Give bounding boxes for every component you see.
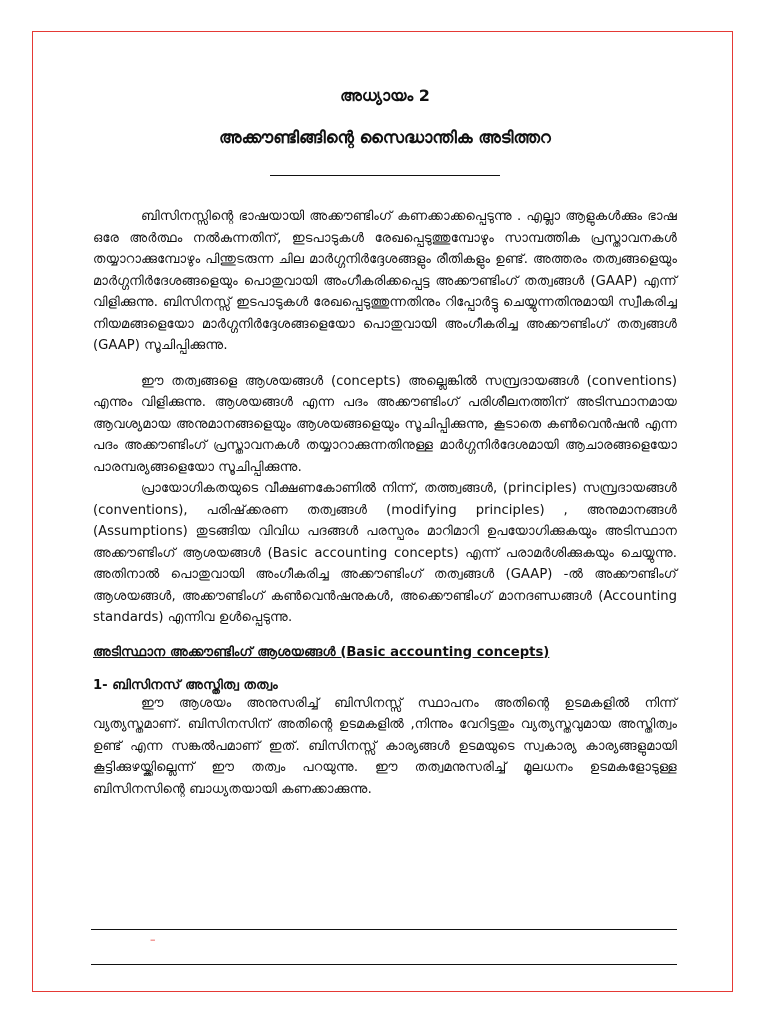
subsection-heading: 1- ബിസിനസ് അസ്തിത്വ തത്വം: [93, 677, 278, 693]
footer-rule-bottom: [91, 964, 677, 965]
section-heading: അടിസ്ഥാന അക്കൗണ്ടിംഗ് ആശയങ്ങൾ (Basic accounting concepts): [93, 644, 550, 660]
document-body: [93, 86, 677, 800]
paragraph-intro: ബിസിനസ്സിന്റെ ഭാഷയായി അക്കൗണ്ടിംഗ് കണക്കാക്കപ്പെടുന്നു . എല്ലാ ആളുകൾക്കും ഭാഷ ഒരേ അർത്ഥം നൽകുന്നതിന്, ഇടപാടുകൾ രേഖപ്പെടുത്തുമ്പോഴും സാമ്പത്തിക പ്രസ്താവനകൾ തയ്യാറാക്കുമ്പോഴും പിന്തുടരുന്ന ചില മാർഗ്ഗനിർദ്ദേശങ്ങളും രീതികളും ഉണ്ട്. അത്തരം തത്വങ്ങളെയും മാർഗ്ഗനിർദേശങ്ങളെയും പൊതുവായി അംഗീകരിക്കപ്പെട്ട അക്കൗണ്ടിംഗ് തത്വങ്ങൾ (GAAP) എന്ന് വിളിക്കുന്നു. ബിസിനസ്സ് ഇടപാടുകൾ രേഖപ്പെടുത്തുന്നതിനും റിപ്പോർട്ടു ചെയ്യുന്നതിനുമായി സ്വീകരിച്ച നിയമങ്ങളെയോ മാർഗ്ഗനിർദ്ദേശങ്ങളെയോ പൊതുവായി അംഗീകരിച്ച അക്കൗണ്ടിംഗ് തത്വങ്ങൾ (GAAP) സൂചിപ്പിക്കുന്നു.: [93, 209, 677, 353]
footer-rule-top: [91, 929, 677, 930]
paragraph-concepts: ഈ തത്വങ്ങളെ ആശയങ്ങൾ (concepts) അല്ലെങ്കിൽ സമ്പ്രദായങ്ങൾ (conventions) എന്നും വിളിക്കുന്നു. ആശയങ്ങൾ എന്ന പദം അക്കൗണ്ടിംഗ് പരിശീലനത്തിന് അടിസ്ഥാനമായ ആവശ്യമായ അനുമാനങ്ങളെയും ആശയങ്ങളെയും സൂചിപ്പിക്കുന്നു, കൂടാതെ കൺവെൻഷൻ എന്ന പദം അക്കൗണ്ടിംഗ് പ്രസ്താവനകൾ തയ്യാറാക്കുന്നതിനുള്ള മാർഗ്ഗനിർദേശമായി ആചാരങ്ങളെയോ പാരമ്പര്യങ്ങളെയോ സൂചിപ്പിക്കുന്നു.: [93, 373, 677, 475]
paragraph-business-entity: ഈ ആശയം അനുസരിച്ച് ബിസിനസ്സ് സ്ഥാപനം അതിന്റെ ഉടമകളിൽ നിന്ന് വ്യത്യസ്തമാണ്. ബിസിനസിന് അതിന്റെ ഉടമകളിൽ ,നിന്നും വേറിട്ടതും വ്യത്യസ്തവുമായ അസ്തിത്വം ഉണ്ട് എന്ന സങ്കൽപമാണ് ഇത്. ബിസിനസ്സ് കാര്യങ്ങൾ ഉടമയുടെ സ്വകാര്യ കാര്യങ്ങളുമായി കൂട്ടിക്കുഴയ്ക്കില്ലെന്ന് ഈ തത്വം പറയുന്നു. ഈ തത്വമനുസരിച്ച് മൂലധനം ഉടമകളോടുള്ള ബിസിനസിന്റെ ബാധ്യതയായി കണക്കാക്കുന്നു.: [93, 695, 677, 797]
paragraph-practical: പ്രായോഗികതയുടെ വീക്ഷണകോണിൽ നിന്ന്, തത്ത്വങ്ങൾ, (principles) സമ്പ്രദായങ്ങൾ (conventions), പരിഷ്‌ക്കരണ തത്വങ്ങൾ (modifying principles) , അനുമാനങ്ങൾ (Assumptions) തുടങ്ങിയ വിവിധ പദങ്ങൾ പരസ്പരം മാറിമാറി ഉപയോഗിക്കുകയും അടിസ്ഥാന അക്കൗണ്ടിംഗ് ആശയങ്ങൾ (Basic accounting concepts) എന്ന് പരാമർശിക്കുകയും ചെയ്യുന്നു. അതിനാൽ പൊതുവായി അംഗീകരിച്ച അക്കൗണ്ടിംഗ് തത്വങ്ങൾ (GAAP) -ൽ അക്കൗണ്ടിംഗ് ആശയങ്ങൾ, അക്കൗണ്ടിംഗ് കൺവെൻഷനുകൾ, അക്കൌണ്ടിംഗ് മാനദണ്ഡങ്ങൾ (Accounting standards) എന്നിവ ഉൾപ്പെടുന്നു.: [93, 481, 677, 625]
main-title: അക്കൗണ്ടിങ്ങിന്റെ സൈദ്ധാന്തിക അടിത്തറ: [219, 128, 551, 147]
chapter-title: അധ്യായം 2: [340, 86, 430, 105]
title-underline: [270, 175, 500, 176]
footer-mark: –: [150, 933, 156, 946]
